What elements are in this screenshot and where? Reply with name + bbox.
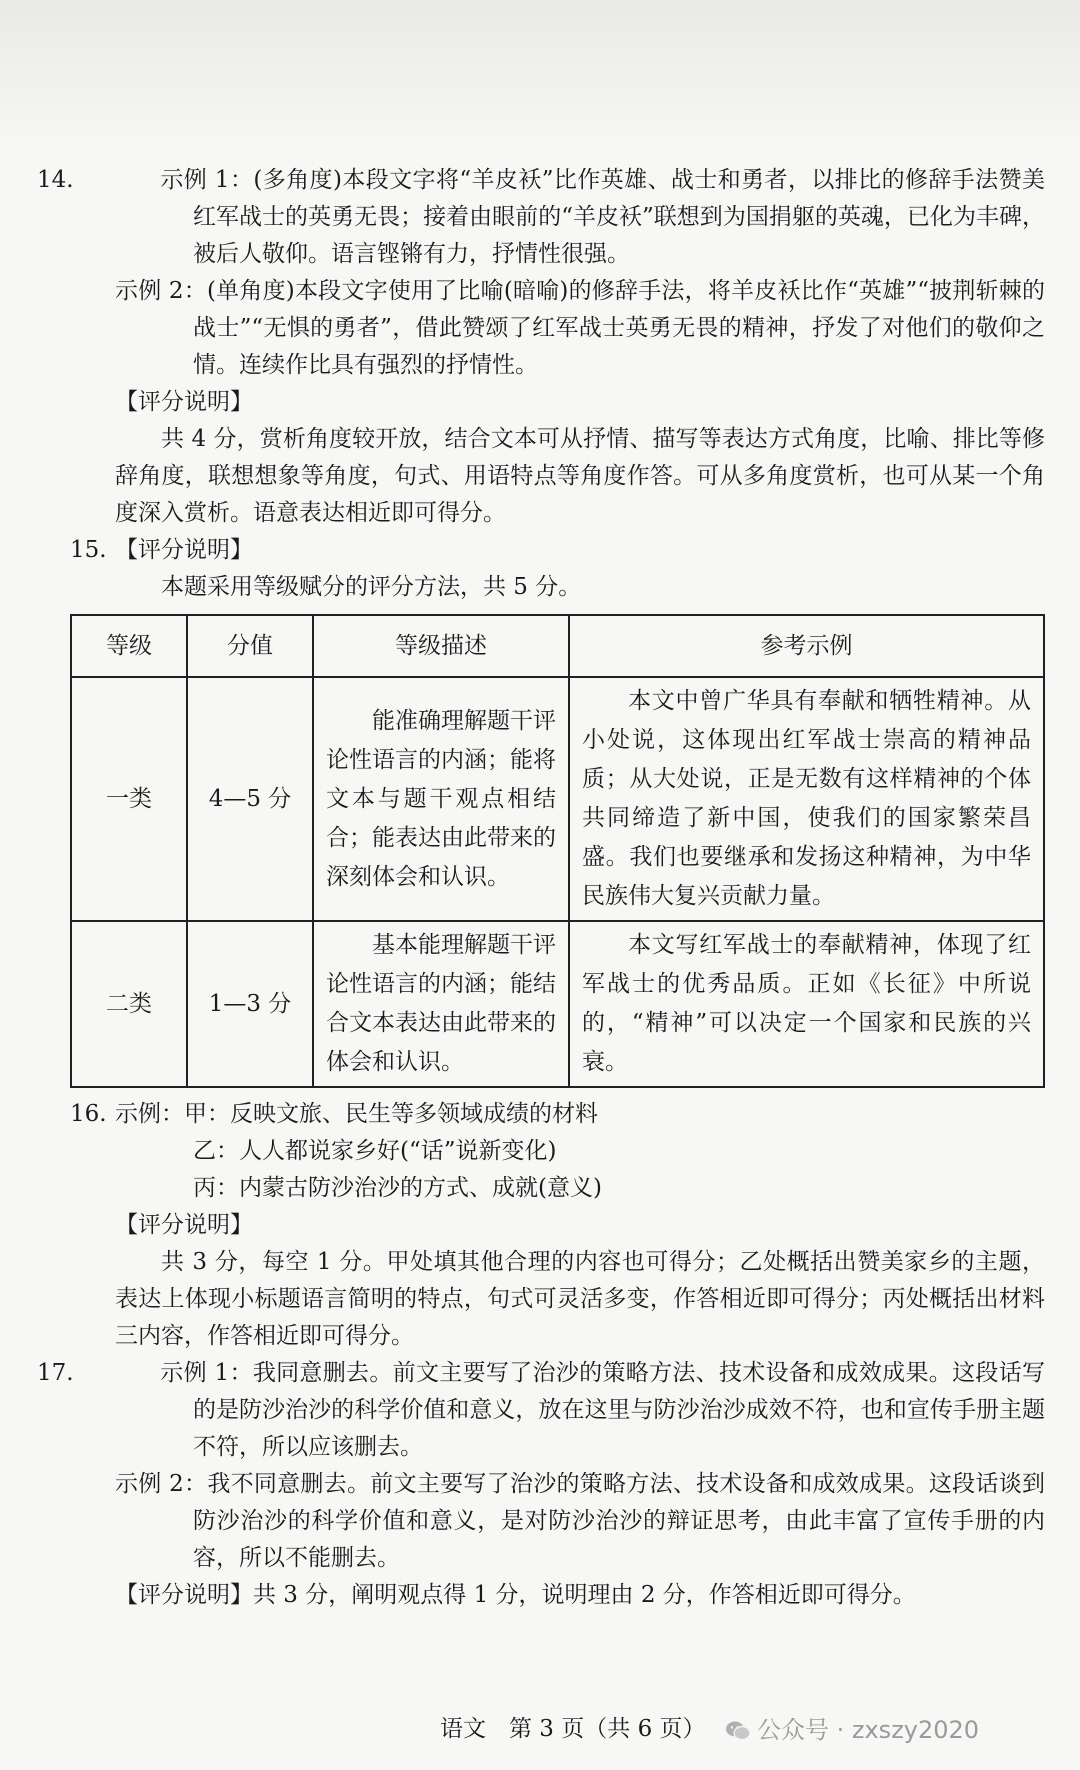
row-example: 本文中曾广华具有奉献和牺牲精神。从小处说，这体现出红军战士崇高的精神品质；从大处说，正是无数有这样精神的个体共同缔造了新中国，使我们的国家繁荣昌盛。我们也要继承和发扬这种精神，为中华民族伟大复兴贡献力量。 (569, 677, 1044, 921)
q17-note (115, 1577, 1045, 1614)
table-row (71, 677, 1044, 921)
q17-note-text: 共 3 分，阐明观点得 1 分，说明理由 2 分，作答相近即可得分。 (253, 1582, 916, 1608)
q16-number: 16. (70, 1101, 107, 1127)
table-row (71, 921, 1044, 1087)
q14-example-1-text: (多角度)本段文字将“羊皮袄”比作英雄、战士和勇者，以排比的修辞手法赞美红军战士的英勇无畏；接着由眼前的“羊皮袄”联想到为国捐躯的英魂，已化为丰碑，被后人敬仰。语言铿锵有力，抒情性很强。 (193, 167, 1045, 267)
q17-note-label: 【评分说明】 (115, 1582, 253, 1608)
q15-intro: 本题采用等级赋分的评分方法，共 5 分。 (161, 574, 582, 600)
row-score: 4—5 分 (187, 677, 313, 921)
q14-example-1 (37, 162, 1045, 273)
q16-jia: 甲：反映文旅、民生等多领域成绩的材料 (184, 1101, 598, 1127)
header-level: 等级 (71, 615, 187, 677)
q17-example-2-lead: 示例 2： (115, 1471, 208, 1497)
page-footer (0, 1710, 1080, 1750)
q17-example-1-lead: 示例 1： (160, 1360, 253, 1386)
q15-heading (70, 532, 1045, 569)
page-top-shadow (0, 0, 1080, 150)
watermark (725, 1710, 979, 1745)
row-score: 1—3 分 (187, 921, 313, 1087)
grading-table (70, 614, 1045, 1088)
page-number-label: 语文 第 3 页（共 6 页） (440, 1716, 706, 1742)
q14-note-label: 【评分说明】 (115, 389, 253, 415)
q14-example-2 (115, 273, 1045, 384)
q17-example-2-text: 我不同意删去。前文主要写了治沙的策略方法、技术设备和成效成果。这段话谈到防沙治沙的科学价值和意义，是对防沙治沙的辩证思考，由此丰富了宣传手册的内容，所以不能删去。 (193, 1471, 1045, 1571)
q14-example-2-text: (单角度)本段文字使用了比喻(暗喻)的修辞手法，将羊皮袄比作“英雄”“披荆斩棘的战士”“无惧的勇者”，借此赞颂了红军战士英勇无畏的精神，抒发了对他们的敬仰之情。连续作比具有强烈的抒情性。 (193, 278, 1045, 378)
row-description: 基本能理解题干评论性语言的内涵；能结合文本表达由此带来的体会和认识。 (313, 921, 569, 1087)
q16-yi: 乙：人人都说家乡好(“话”说新变化) (193, 1138, 557, 1164)
row-level: 一类 (71, 677, 187, 921)
header-example: 参考示例 (569, 615, 1044, 677)
row-example: 本文写红军战士的奉献精神，体现了红军战士的优秀品质。正如《长征》中所说的，“精神”可以决定一个国家和民族的兴衰。 (569, 921, 1044, 1087)
q16-note-label: 【评分说明】 (115, 1212, 253, 1238)
row-description: 能准确理解题干评论性语言的内涵；能将文本与题干观点相结合；能表达由此带来的深刻体会和认识。 (313, 677, 569, 921)
q16-bing: 丙：内蒙古防沙治沙的方式、成就(意义) (193, 1175, 602, 1201)
q16-lead: 示例： (115, 1101, 184, 1127)
row-level: 二类 (71, 921, 187, 1087)
watermark-text: 公众号 · zxszy2020 (757, 1716, 980, 1744)
q14-example-2-lead: 示例 2： (115, 278, 207, 304)
q16-line-jia (70, 1096, 1045, 1133)
q15-number: 15. (70, 537, 107, 563)
header-description: 等级描述 (313, 615, 569, 677)
q17-number: 17. (37, 1360, 74, 1386)
q14-example-1-lead: 示例 1： (160, 167, 254, 193)
grading-table-header (71, 615, 1044, 677)
q14-number: 14. (37, 167, 74, 193)
header-score: 分值 (187, 615, 313, 677)
q16-note-text: 共 3 分，每空 1 分。甲处填其他合理的内容也可得分；乙处概括出赞美家乡的主题，表达上体现小标题语言简明的特点，句式可灵活多变，作答相近即可得分；丙处概括出材料三内容，作答相近即可得分。 (115, 1249, 1045, 1349)
q17-example-2 (115, 1466, 1045, 1577)
wechat-icon (725, 1720, 751, 1742)
q17-example-1 (37, 1355, 1046, 1466)
q14-note-text: 共 4 分，赏析角度较开放，结合文本可从抒情、描写等表达方式角度，比喻、排比等修辞角度，联想想象等角度，句式、用语特点等角度作答。可从多角度赏析，也可从某一个角度深入赏析。语意表达相近即可得分。 (115, 426, 1045, 526)
q17-example-1-text: 我同意删去。前文主要写了治沙的策略方法、技术设备和成效成果。这段话写的是防沙治沙的科学价值和意义，放在这里与防沙治沙成效不符，也和宣传手册主题不符，所以应该删去。 (193, 1360, 1046, 1460)
q15-note-label: 【评分说明】 (115, 537, 253, 563)
answer-content (37, 162, 1046, 1614)
